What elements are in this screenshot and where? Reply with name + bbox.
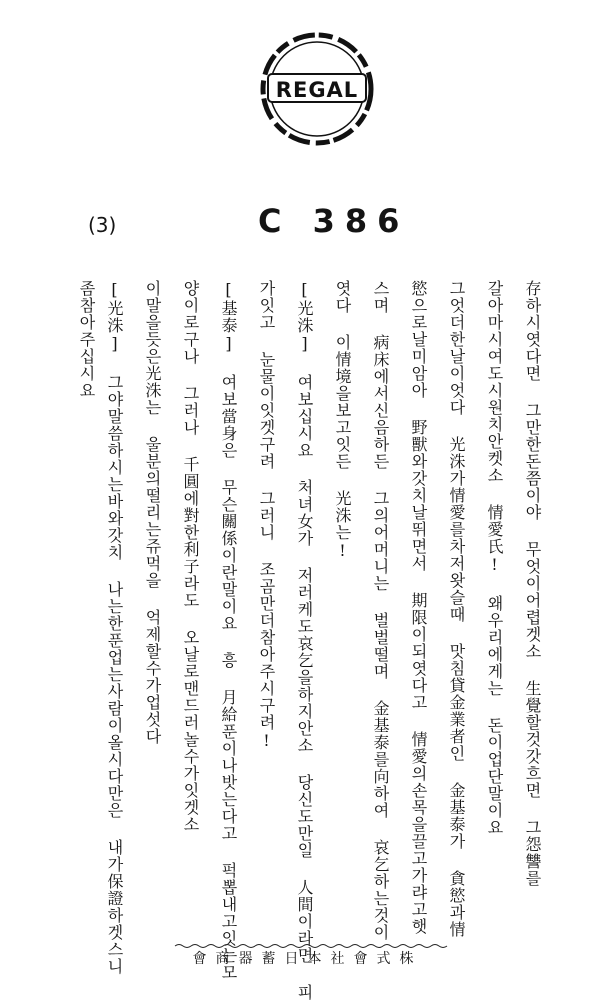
catalog-number: C 386	[258, 202, 410, 240]
text-column-4: 慾으로날미암아 野獸와갓치날뛰면서 期限이되엿다고 情愛의손목을끌고가랴고햇	[409, 280, 428, 935]
text-column-11: 이말을듯은光洙는 울분의떨리는쥬먹을 억제할수가업섯다	[143, 280, 162, 745]
text-column-12: [光洙] 그야말씀하시는바와갓치 나는한푼업는사람이올시다만은 내가保證하겟스니	[105, 280, 124, 975]
publisher-line: 會商器蓄日本社會式株	[192, 951, 423, 967]
text-column-1: 存하시엿다면 그만한돈쯤이야 무엇이어렵겟소 生覺할것갓흐면 그怨讐를	[523, 280, 542, 887]
text-column-3: 그엇더한날이엇다 光洙가情愛를차저왓슬때 맛침貸金業者인 金基泰가 貪慾과情	[447, 280, 466, 938]
wavy-divider	[175, 934, 445, 940]
page-number: (3)	[88, 213, 117, 237]
regal-logo	[258, 30, 376, 148]
text-column-5: 스며 病床에서신음하든 그의어머니는 벌벌떨며 金基泰를向하여 哀乞하는것이	[371, 280, 390, 941]
brand-name: REGAL	[275, 78, 359, 102]
text-column-2: 갈아마시여도시원치안켓소 情愛氏! 왜우리에게는 돈이업단말이요	[485, 280, 504, 836]
text-column-6: 엿다 이情境을보고잇든 光洙는!	[333, 280, 352, 561]
text-column-13: 좀참아주십시요	[77, 280, 96, 399]
text-column-8: 가잇고 눈물이잇겟구려 그러니 조곰만더참아주시구려!	[257, 280, 276, 751]
text-column-9: [基泰] 여보當身은 무슨關係이란말이요 흥 月給푼이나밧는다고 퍽뽑내고잇는모	[219, 280, 238, 981]
text-column-10: 양이로구나 그러나 千圓에對한利子라도 오날로맨드러놀수가잇겟소	[181, 280, 200, 833]
text-column-7: [光洙] 여보십시요 처녀女가 저러케도哀乞을하지안소 당신도만일 人間이라면 피	[295, 280, 314, 1001]
